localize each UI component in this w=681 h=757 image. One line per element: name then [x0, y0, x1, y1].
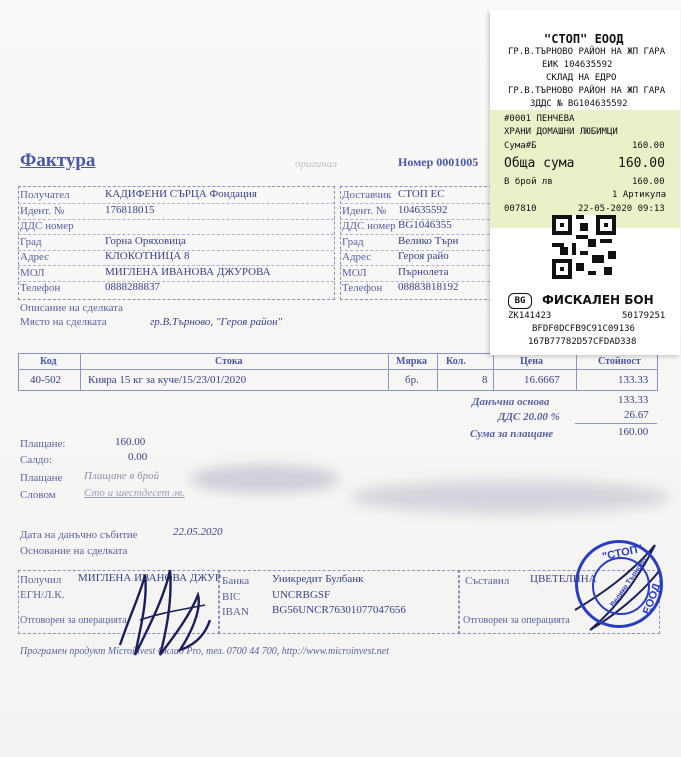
receiver-value: МИГЛЕНА ИВАНОВА ДЖУР [78, 572, 221, 584]
balance-label: Салдо: [20, 454, 52, 466]
invoice-number: Номер 0001005 [398, 155, 479, 169]
tax-event-label: Дата на данъчно събитие [20, 529, 138, 541]
receipt-fiscal-label: ФИСКАЛЕН БОН [542, 293, 654, 307]
supplier-field-label: Телефон [342, 282, 383, 294]
field-divider [18, 281, 334, 282]
stamp-top-text: "СТОП" [601, 542, 644, 564]
supplier-field-value: BG1046355 [398, 219, 452, 231]
receipt-device-id: ZK141423 [508, 311, 552, 321]
scan-smudge [190, 465, 340, 493]
receiver-signature-icon [110, 555, 220, 670]
receipt-cash-value: 160.00 [632, 177, 665, 187]
col-divider [388, 353, 389, 390]
invoice-copy-label: оригинал [295, 158, 338, 170]
compiler-value: ЦВЕТЕЛИНА [530, 573, 597, 585]
bank-value: Уникредит Булбанк [272, 573, 364, 585]
stamp-bottom-text: ЕООД [640, 581, 664, 617]
supplier-field-label: Идент. № [342, 204, 387, 217]
receipt-address2: ГР.В.ТЪРНОВО РАЙОН НА ЖП ГАРА [508, 86, 666, 96]
vat-value: 26.67 [624, 409, 649, 421]
bank-label: Банка [222, 575, 250, 587]
recipient-field-label: Телефон [20, 282, 61, 294]
receipt-cash-label: В брой лв [504, 177, 553, 187]
table-header-unit: Мярка [396, 356, 428, 367]
invoice-title: Фактура [20, 150, 96, 171]
company-stamp-icon [575, 540, 663, 628]
table-header-divider [18, 369, 657, 370]
supplier-field-value: Героя райо [398, 250, 449, 262]
field-divider [18, 203, 334, 204]
tax-base-label: Данъчна основа [472, 396, 550, 408]
receipt-hash1: BFDF0DCFB9C91C09136 [532, 324, 635, 334]
compiler-responsible-label: Отговорен за операцията [463, 615, 570, 626]
egn-label: ЕГН/Л.К. [20, 589, 65, 601]
supplier-field-value: СТОП ЕС [398, 188, 445, 200]
recipient-field-label: Получател [20, 189, 70, 201]
recipient-field-label: Град [20, 235, 42, 248]
deal-place-label: Място на сделката [20, 316, 107, 328]
table-row-unit: бр. [405, 374, 419, 386]
receipt-shop: СКЛАД НА ЕДРО [546, 73, 617, 83]
tax-event-value: 22.05.2020 [173, 526, 223, 538]
recipient-field-value: 176818015 [105, 203, 155, 216]
receipt-total-value: 160.00 [618, 156, 665, 171]
receipt-qr-code-icon [552, 215, 616, 279]
supplier-field-value: 104635592 [398, 203, 448, 216]
receipt-category: ХРАНИ ДОМАШНИ ЛЮБИМЦИ [504, 127, 618, 137]
payment-method-value: Плащане в брой [84, 470, 160, 482]
receipt-sum-value: 160.00 [632, 141, 665, 151]
balance-value: 0.00 [128, 451, 148, 463]
receipt-total-label: Обща сума [504, 156, 575, 171]
supplier-field-label: Адрес [342, 251, 372, 263]
paid-value: 160.00 [115, 436, 146, 448]
stamp-center-text: Велико Търново [609, 556, 649, 609]
deal-basis-label: Основание на сделката [20, 545, 128, 557]
receipt-address1: ГР.В.ТЪРНОВО РАЙОН НА ЖП ГАРА [508, 47, 666, 57]
col-divider [576, 353, 577, 390]
supplier-field-value: Велико Търн [398, 234, 459, 247]
supplier-field-value: 08883818192 [398, 281, 459, 293]
recipient-field-value: 0888288837 [105, 281, 160, 293]
iban-value: BG56UNCR76301077047656 [272, 604, 406, 616]
tax-base-value: 133.33 [618, 394, 649, 406]
totals-divider [575, 423, 657, 424]
table-header-price: Цена [520, 356, 543, 367]
recipient-field-value: МИГЛЕНА ИВАНОВА ДЖУРОВА [105, 265, 271, 278]
recipient-field-label: Идент. № [20, 204, 65, 217]
amount-words-label: Словом [20, 489, 56, 501]
payment-method-label: Плащане [20, 472, 63, 484]
software-credit: Програмен продукт Microinvest Склад Pro, тел. 0700 44 700, http://www.microinvest.net [20, 646, 389, 657]
recipient-field-value: КЛОКОТНИЦА 8 [105, 250, 190, 262]
deal-place-value: гр.В.Търново, "Героя район" [150, 316, 283, 328]
supplier-field-label: Доставчик [342, 189, 392, 201]
recipient-field-value: Горна Оряховица [105, 234, 186, 247]
receipt-eik: ЕИК 104635592 [542, 60, 613, 70]
receipt-hash2: 167B77782D57CFDAD338 [528, 337, 637, 347]
table-row-item: Кияра 15 кг за куче/15/23/01/2020 [88, 374, 247, 386]
receipt-number: 007810 [504, 204, 537, 214]
supplier-field-label: Град [342, 235, 364, 248]
receipt-datetime: 22-05-2020 09:13 [578, 204, 665, 214]
table-row-price: 16.6667 [524, 374, 560, 386]
paid-label: Плащане: [20, 438, 66, 450]
receiver-label: Получил [20, 574, 62, 586]
table-row-value: 133.33 [618, 374, 649, 386]
col-divider [437, 353, 438, 390]
bic-value: UNCRBGSF [272, 589, 331, 601]
supplier-field-label: МОЛ [342, 266, 367, 279]
supplier-field-label: ДДС номер [342, 220, 396, 232]
col-divider [80, 353, 81, 390]
fiscal-logo-icon: BG [508, 293, 532, 309]
amount-words-value: Сто и шестдесет лв. [84, 487, 185, 499]
recipient-field-label: ДДС номер [20, 220, 74, 232]
receipt-company: "СТОП" ЕООД [544, 32, 624, 46]
recipient-field-value: КАДИФЕНИ СЪРЦА Фондация [105, 188, 257, 200]
compiler-label: Съставил [465, 575, 510, 587]
table-header-code: Код [40, 356, 57, 367]
receipt-fm-id: 50179251 [622, 311, 666, 321]
receipt-articles: 1 Артикула [612, 190, 667, 200]
receipt-operator: #0001 ПЕНЧЕВА [504, 114, 575, 124]
table-header-qty: Кол. [446, 356, 466, 367]
col-divider [493, 353, 494, 390]
recipient-field-label: МОЛ [20, 266, 45, 279]
bic-label: BIC [222, 591, 241, 603]
fiscal-receipt [490, 10, 680, 355]
supplier-field-value: Пърнолета [398, 265, 449, 278]
table-header-value: Стойност [598, 356, 641, 367]
table-row-code: 40-502 [30, 374, 62, 386]
receipt-sum-label: Сума#Б [504, 141, 537, 151]
amount-due-value: 160.00 [618, 426, 649, 438]
receipt-vat: ЗДДС № BG104635592 [530, 99, 628, 109]
iban-label: IBAN [222, 606, 249, 618]
table-row-qty: 8 [482, 374, 488, 386]
recipient-field-label: Адрес [20, 251, 50, 263]
amount-due-label: Сума за плащане [470, 428, 554, 440]
table-header-item: Стока [215, 356, 243, 367]
deal-description-label: Описание на сделката [20, 302, 123, 314]
scan-smudge [350, 480, 670, 514]
vat-label: ДДС 20.00 % [498, 411, 560, 423]
receiver-responsible-label: Отговорен за операцията [20, 615, 127, 626]
